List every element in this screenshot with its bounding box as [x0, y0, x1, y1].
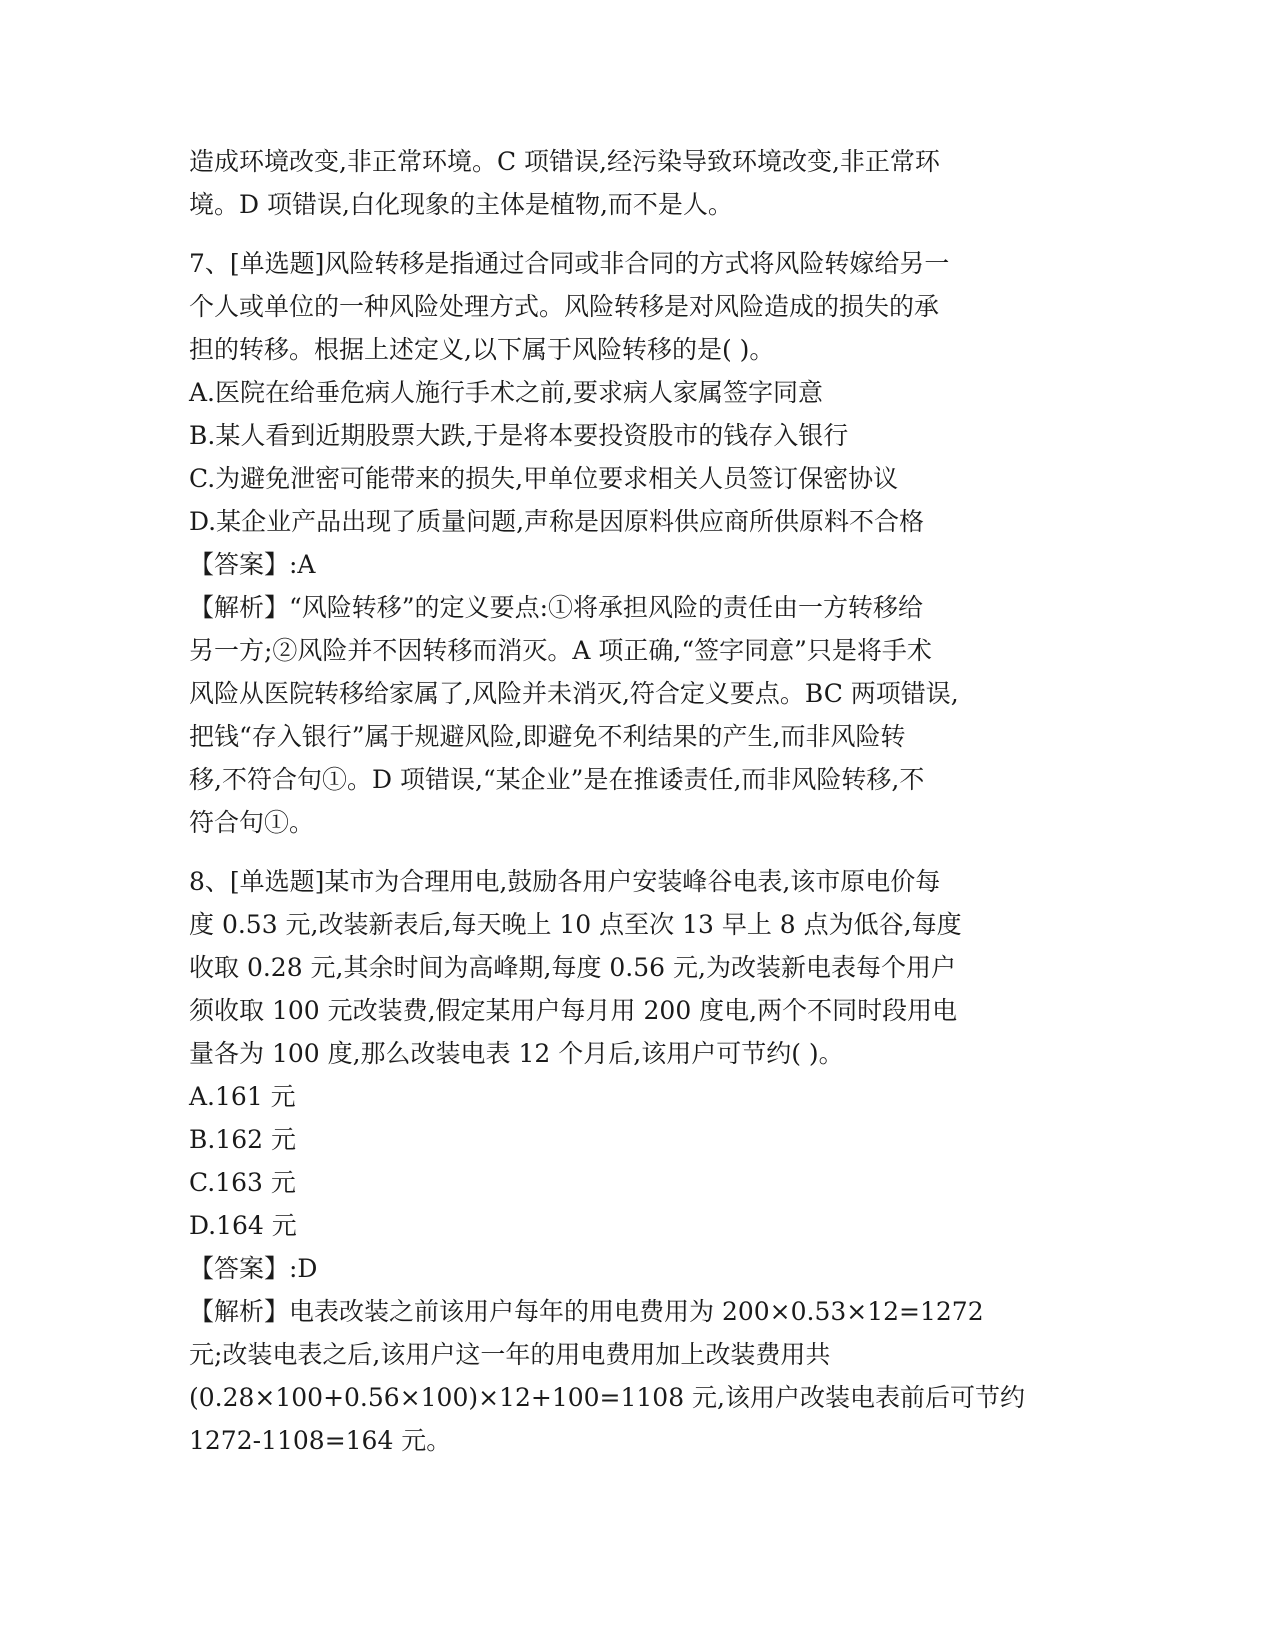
option-a: A.161 元: [189, 1082, 296, 1111]
stem-line: 8、[单选题]某市为合理用电,鼓励各用户安装峰谷电表,该市原电价每: [189, 867, 941, 896]
question-8-analysis: [189, 1290, 1089, 1462]
stem-line: 度 0.53 元,改装新表后,每天晚上 10 点至次 13 早上 8 点为低谷,每度: [189, 910, 962, 939]
question-8-options: [189, 1075, 1089, 1247]
question-8-stem: [189, 860, 1089, 1075]
option-b: B.162 元: [189, 1125, 296, 1154]
analysis-line: 符合句①。: [189, 808, 315, 837]
analysis-line: 【解析】电表改装之前该用户每年的用电费用为 200×0.53×12=1272: [189, 1297, 984, 1326]
analysis-line: 【解析】“风险转移”的定义要点:①将承担风险的责任由一方转移给: [189, 593, 923, 622]
stem-line: 收取 0.28 元,其余时间为高峰期,每度 0.56 元,为改装新电表每个用户: [189, 953, 956, 982]
option-a: A.医院在给垂危病人施行手术之前,要求病人家属签字同意: [189, 378, 823, 407]
analysis-line: 移,不符合句①。D 项错误,“某企业”是在推诿责任,而非风险转移,不: [189, 765, 925, 794]
stem-line: 须收取 100 元改装费,假定某用户每月用 200 度电,两个不同时段用电: [189, 996, 958, 1025]
text-line: 境。D 项错误,白化现象的主体是植物,而不是人。: [189, 190, 733, 219]
text-line: 造成环境改变,非正常环境。C 项错误,经污染导致环境改变,非正常环: [189, 147, 940, 176]
analysis-line: (0.28×100+0.56×100)×12+100=1108 元,该用户改装电表前后可节约: [189, 1383, 1025, 1412]
option-b: B.某人看到近期股票大跌,于是将本要投资股市的钱存入银行: [189, 421, 849, 450]
question-7-stem: [189, 242, 1089, 371]
stem-line: 7、[单选题]风险转移是指通过合同或非合同的方式将风险转嫁给另一: [189, 249, 950, 278]
analysis-line: 1272-1108=164 元。: [189, 1426, 452, 1455]
option-c: C.为避免泄密可能带来的损失,甲单位要求相关人员签订保密协议: [189, 464, 899, 493]
question-7-answer: [189, 543, 1089, 586]
document-page: [189, 140, 1089, 1462]
previous-question-analysis-tail: [189, 140, 1089, 226]
stem-line: 量各为 100 度,那么改装电表 12 个月后,该用户可节约( )。: [189, 1039, 844, 1068]
spacer: [189, 844, 1089, 860]
question-8: [189, 860, 1089, 1462]
question-7: [189, 242, 1089, 844]
question-8-answer: [189, 1247, 1089, 1290]
analysis-line: 把钱“存入银行”属于规避风险,即避免不利结果的产生,而非风险转: [189, 722, 906, 751]
answer-line: 【答案】:A: [189, 550, 316, 579]
analysis-line: 元;改装电表之后,该用户这一年的用电费用加上改装费用共: [189, 1340, 831, 1369]
analysis-line: 风险从医院转移给家属了,风险并未消灭,符合定义要点。BC 两项错误,: [189, 679, 959, 708]
option-d: D.某企业产品出现了质量问题,声称是因原料供应商所供原料不合格: [189, 507, 925, 536]
answer-line: 【答案】:D: [189, 1254, 318, 1283]
spacer: [189, 226, 1089, 242]
question-7-options: [189, 371, 1089, 543]
option-d: D.164 元: [189, 1211, 297, 1240]
question-7-analysis: [189, 586, 1089, 844]
stem-line: 担的转移。根据上述定义,以下属于风险转移的是( )。: [189, 335, 775, 364]
option-c: C.163 元: [189, 1168, 296, 1197]
analysis-line: 另一方;②风险并不因转移而消灭。A 项正确,“签字同意”只是将手术: [189, 636, 932, 665]
stem-line: 个人或单位的一种风险处理方式。风险转移是对风险造成的损失的承: [189, 292, 940, 321]
